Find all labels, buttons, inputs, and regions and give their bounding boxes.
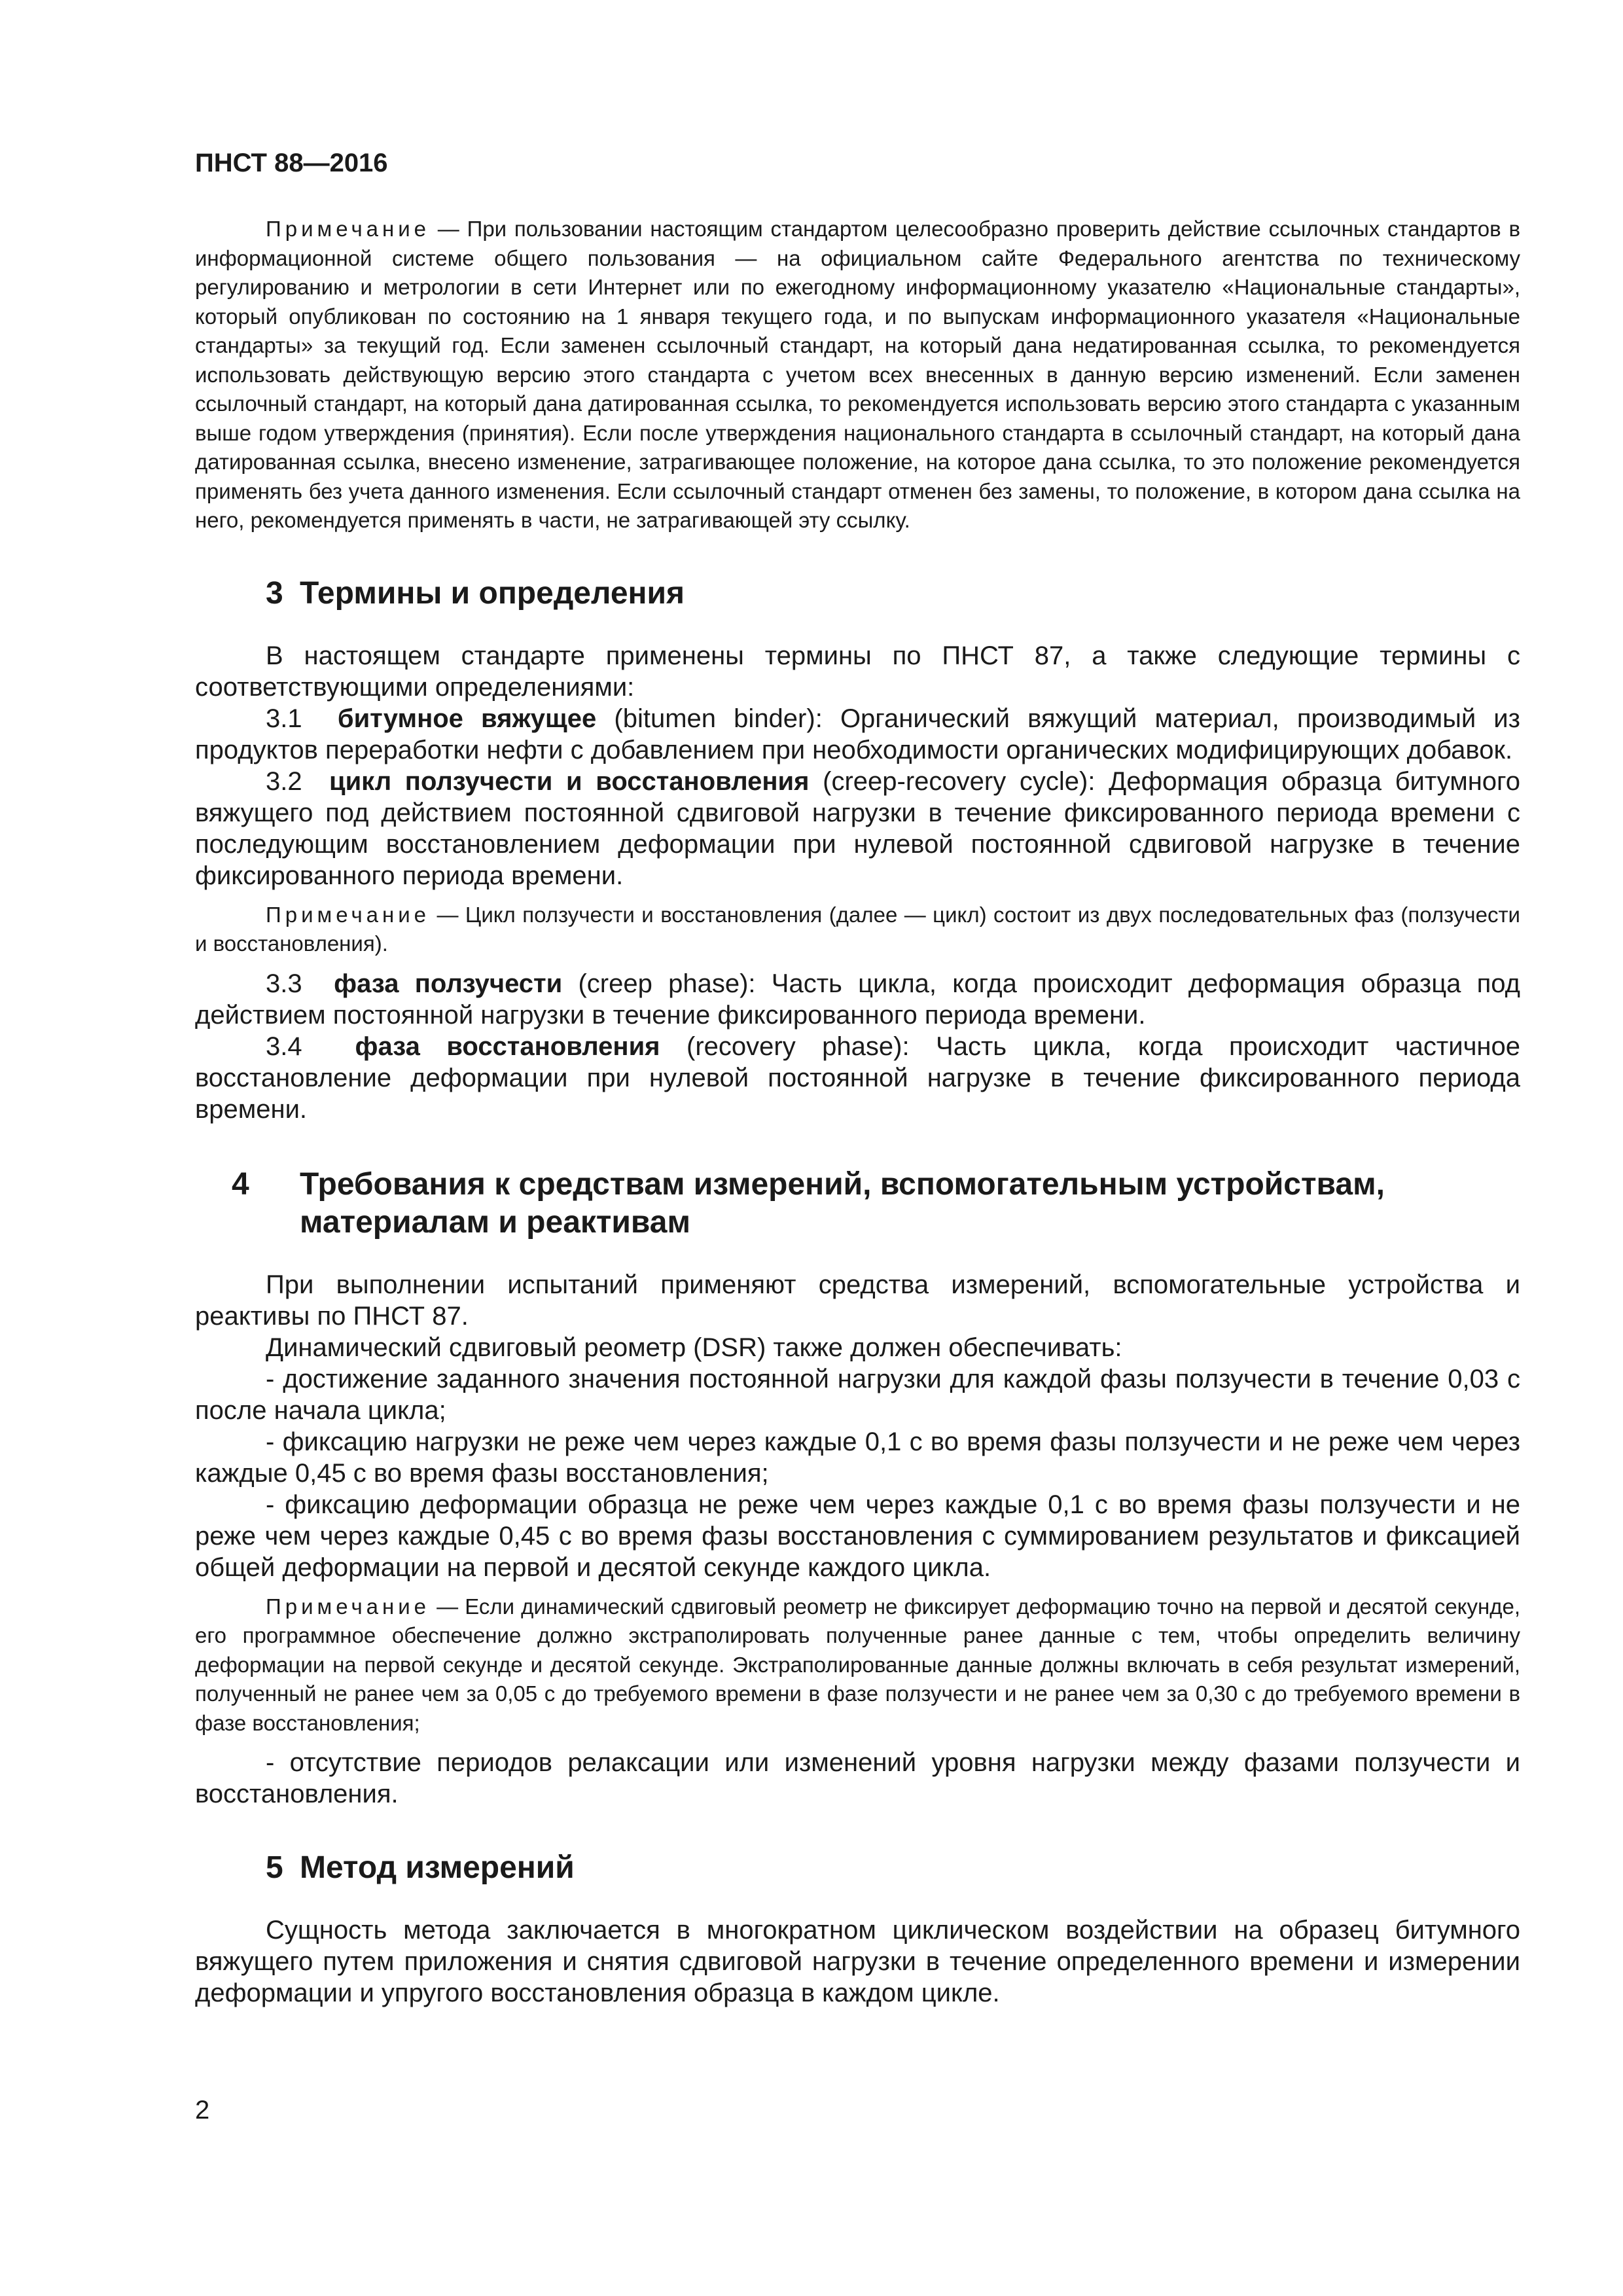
term-3-3: 3.3 фаза ползучести (creep phase): Часть цикла, когда происходит деформация образца под действием постоянной нагрузки в течение фиксированного периода времени. (195, 969, 1520, 1030)
page-number: 2 (195, 2096, 210, 2125)
section-5-heading: 5 Метод измерений (266, 1850, 575, 1885)
section-4-heading: 4 Требования к средствам измерений, вспомогательным устройствам, материалам и реактивам (232, 1166, 1385, 1240)
section-4-p1: При выполнении испытаний применяют средства измерений, вспомогательные устройства и реактивы по ПНСТ 87. (195, 1270, 1520, 1331)
note-label: Примечание (266, 217, 431, 241)
requirement-item: - достижение заданного значения постоянной нагрузки для каждой фазы ползучести в течение 0,03 с после начала цикла; (195, 1364, 1520, 1425)
section-4-p2: Динамический сдвиговый реометр (DSR) также должен обеспечивать: (266, 1333, 1122, 1362)
note-references (195, 215, 1520, 535)
term-3-2-name: цикл ползучести и восстановления (329, 766, 810, 796)
section-3-intro: В настоящем стандарте применены термины по ПНСТ 87, а также следующие термины с соответствующими определениями: (195, 641, 1520, 702)
term-3-1: 3.1 битумное вяжущее (bitumen binder): Органический вяжущий материал, производимый из продуктов переработки нефти с добавлением при необходимости органических модифицирующих добавок. (195, 704, 1520, 764)
page-content (195, 147, 1520, 2009)
term-3-1-name: битумное вяжущее (337, 704, 597, 733)
note-cycle: Примечание — Цикл ползучести и восстановления (далее — цикл) состоит из двух последовательных фаз (ползучести и восстановления). (195, 902, 1520, 956)
note-extrapolation: Примечание — Если динамический сдвиговый реометр не фиксирует деформацию точно на первой и десятой секунде, его программное обеспечение должно экстраполировать полученные ранее данные с тем, чтобы определить величину деформации на первой секунде и десятой секунде. Экстраполированные данные должны включать в себя результат измерений, полученный не ранее чем за 0,05 с до требуемого времени в фазе ползучести и не ранее чем за 0,30 с до требуемого времени в фазе восстановления; (195, 1594, 1520, 1735)
term-3-4: 3.4 фаза восстановления (recovery phase): Часть цикла, когда происходит частичное восстановление деформации при нулевой постоянной нагрузке в течение фиксированного периода времени. (195, 1031, 1521, 1124)
section-5-p1: Сущность метода заключается в многократном циклическом воздействии на образец битумного вяжущего путем приложения и снятия сдвиговой нагрузки в течение определенного времени и измерении деформации и упругого восстановления образца в каждом цикле. (195, 1916, 1520, 2007)
requirement-item: - фиксацию деформации образца не реже чем через каждые 0,1 с во время фазы ползучести и не реже чем через каждые 0,45 с во время фазы восстановления с суммированием результатов и фиксацией общей деформации на первой и десятой секунде каждого цикла. (195, 1490, 1520, 1582)
requirement-item-last: - отсутствие периодов релаксации или изменений уровня нагрузки между фазами ползучести и восстановления. (195, 1748, 1520, 1808)
document-header: ПНСТ 88—2016 (195, 149, 388, 177)
term-3-4-name: фаза восстановления (355, 1031, 660, 1061)
note-text: — При пользовании настоящим стандартом целесообразно проверить действие ссылочных стандартов в информационной системе общего пользования — на официальном сайте Федерального агентства по техническому регулированию и метрологии в сети Интернет или по ежегодному информационному указателю «Национальные стандарты», который опубликован по состоянию на 1 января текущего года, и по выпускам информационного указателя «Национальные стандарты» за текущий год. Если заменен ссылочный стандарт, на который дана недатированная ссылка, то рекомендуется использовать действующую версию этого стандарта с учетом всех внесенных в данную версию изменений. Если заменен ссылочный стандарт, на который дана датированная ссылка, то рекомендуется использовать версию этого стандарта с указанным выше годом утверждения (принятия). Если после утверждения национального стандарта в ссылочный стандарт, на который дана датированная ссылка, внесено изменение, затрагивающее положение, на которое дана ссылка, то это положение рекомендуется применять без учета данного изменения. Если ссылочный стандарт отменен без замены, то положение, в котором дана ссылка на него, рекомендуется применять в части, не затрагивающей эту ссылку. (195, 217, 1520, 532)
requirement-item: - фиксацию нагрузки не реже чем через каждые 0,1 с во время фазы ползучести и не реже чем через каждые 0,45 с во время фазы восстановления; (195, 1427, 1520, 1488)
term-3-2: 3.2 цикл ползучести и восстановления (creep-recovery cycle): Деформация образца битумного вяжущего под действием постоянной сдвиговой нагрузки в течение фиксированного периода времени с последующим восстановлением деформации при нулевой постоянной сдвиговой нагрузке в течение фиксированного периода времени. (195, 766, 1520, 890)
term-3-3-name: фаза ползучести (334, 969, 563, 998)
section-3-heading: 3 Термины и определения (266, 575, 685, 611)
